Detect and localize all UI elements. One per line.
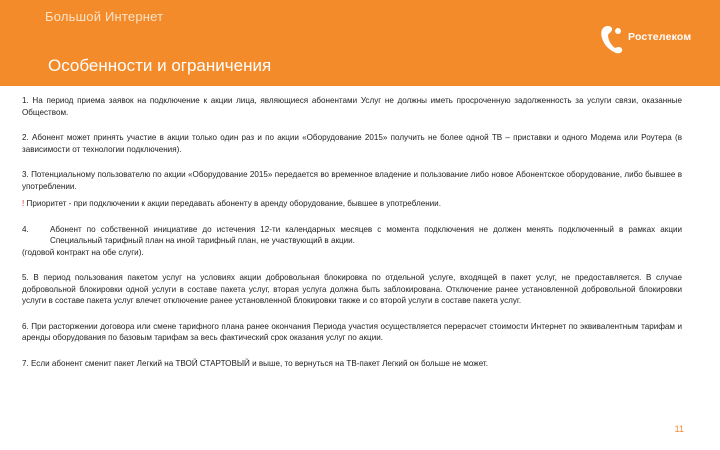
conditions-list xyxy=(22,95,682,369)
condition-2: 2. Абонент может принять участие в акции только один раз и по акции «Оборудование 2015» получить не более одной ТВ – приставки и одного Модема или Роутера (в зависимости от технологии подключения). xyxy=(22,133,682,154)
slide-title: Особенности и ограничения xyxy=(48,56,272,75)
condition-4-note: (годовой контракт на обе слуги). xyxy=(22,247,144,257)
page-number: 11 xyxy=(674,424,684,434)
rostelecom-logo-icon xyxy=(598,22,626,58)
condition-3-priority-text: Приоритет - при подключении к акции передавать абоненту в аренду оборудование, бывшее в употреблении. xyxy=(24,199,441,208)
condition-1: 1. На период приема заявок на подключение к акции лица, являющиеся абонентами Услуг не должны иметь просроченную задолженность за услуги связи, оказанные Обществом. xyxy=(22,96,682,117)
brand-logo xyxy=(598,22,698,58)
condition-4-text: Абонент по собственной инициативе до истечения 12-ти календарных месяцев с момента подключения не должен менять подключенный в рамках акции Специальный тарифный план на иной тарифный план, не участвующий в акции. xyxy=(50,224,682,245)
condition-4 xyxy=(22,224,682,247)
slide-header xyxy=(0,0,720,86)
section-title: Большой Интернет xyxy=(45,9,164,24)
condition-3-priority xyxy=(22,198,682,210)
warning-mark-icon: ! xyxy=(22,199,25,208)
condition-6: 6. При расторжении договора или смене тарифного плана ранее окончания Периода участия осуществляется перерасчет стоимости Интернет по эквивалентным тарифам и аренды оборудования по базовым тарифам за весь фактический срок оказания услуг по акции. xyxy=(22,321,682,342)
condition-7: 7. Если абонент сменит пакет Легкий на ТВОЙ СТАРТОВЫЙ и выше, то вернуться на ТВ-пакет Легкий он больше не может. xyxy=(22,358,488,368)
brand-name: Ростелеком xyxy=(628,31,692,43)
condition-4-number: 4. xyxy=(22,224,29,234)
condition-5: 5. В период пользования пакетом услуг на условиях акции добровольная блокировка по отдельной услуге, входящей в пакет услуг, не предоставляется. В случае добровольной блокировки одной услуги в составе пакета услуг, вторая услуга должна быть заблокирована. Отключение ранее установленной добровольной блокировки услуги в составе пакета услуг влечет отключение ранее установленной блокировки также и со второй услуги в составе пакета услуг. xyxy=(22,273,682,305)
condition-3: 3. Потенциальному пользователю по акции «Оборудование 2015» передается во временное владение и пользование либо новое Абонентское оборудование, либо бывшее в употреблении. xyxy=(22,170,682,191)
